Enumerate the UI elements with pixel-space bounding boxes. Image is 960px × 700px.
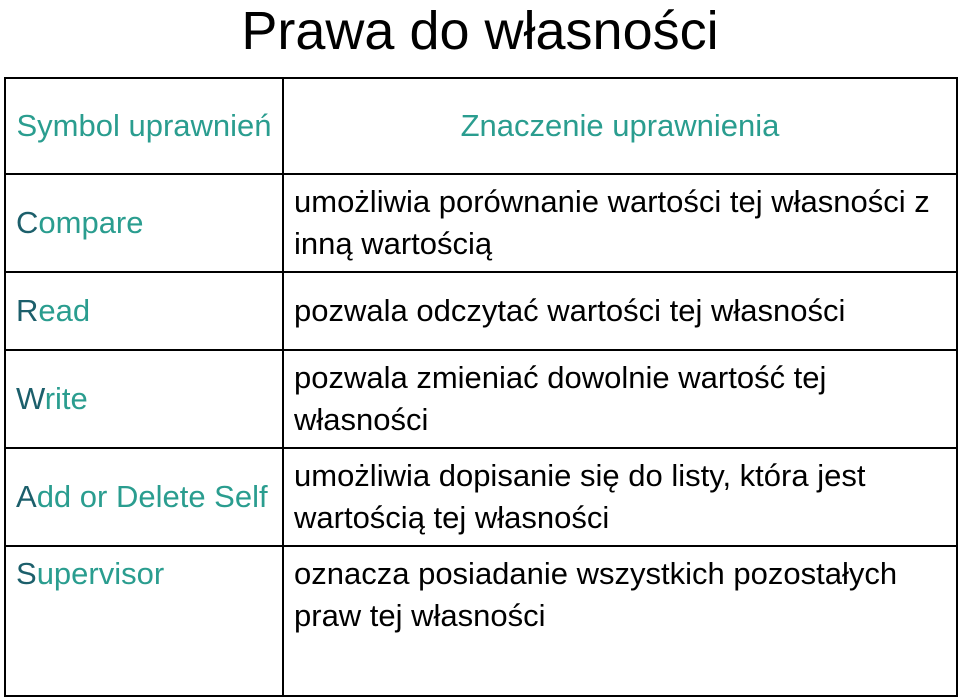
header-meaning: Znaczenie uprawnienia [283, 78, 957, 174]
permission-meaning: pozwala zmieniać dowolnie wartość tej własności [283, 350, 957, 448]
symbol-rest: dd or Delete Self [36, 479, 268, 514]
symbol-initial: R [16, 293, 39, 328]
table-row [5, 272, 957, 350]
symbol-initial: C [16, 205, 39, 240]
permission-meaning: pozwala odczytać wartości tej własności [283, 272, 957, 350]
header-symbol: Symbol uprawnień [5, 78, 283, 174]
symbol-rest: rite [44, 381, 88, 416]
permission-symbol [5, 546, 283, 696]
symbol-initial: W [16, 381, 45, 416]
symbol-rest: upervisor [36, 556, 165, 591]
table-row [5, 350, 957, 448]
table-row [5, 448, 957, 546]
symbol-initial: A [16, 479, 37, 514]
permission-symbol [5, 350, 283, 448]
permissions-table [4, 77, 958, 697]
symbol-initial: S [16, 556, 37, 591]
permission-meaning: umożliwia dopisanie się do listy, która jest wartością tej własności [283, 448, 957, 546]
permission-symbol [5, 448, 283, 546]
permission-meaning: umożliwia porównanie wartości tej własności z inną wartością [283, 174, 957, 272]
permission-symbol [5, 272, 283, 350]
symbol-rest: ompare [38, 205, 144, 240]
permission-meaning: oznacza posiadanie wszystkich pozostałych praw tej własności [283, 546, 957, 696]
page-title: Prawa do własności [241, 1, 719, 61]
table-row [5, 174, 957, 272]
permission-symbol [5, 174, 283, 272]
table-header-row [5, 78, 957, 174]
symbol-rest: ead [38, 293, 91, 328]
table-row [5, 546, 957, 696]
